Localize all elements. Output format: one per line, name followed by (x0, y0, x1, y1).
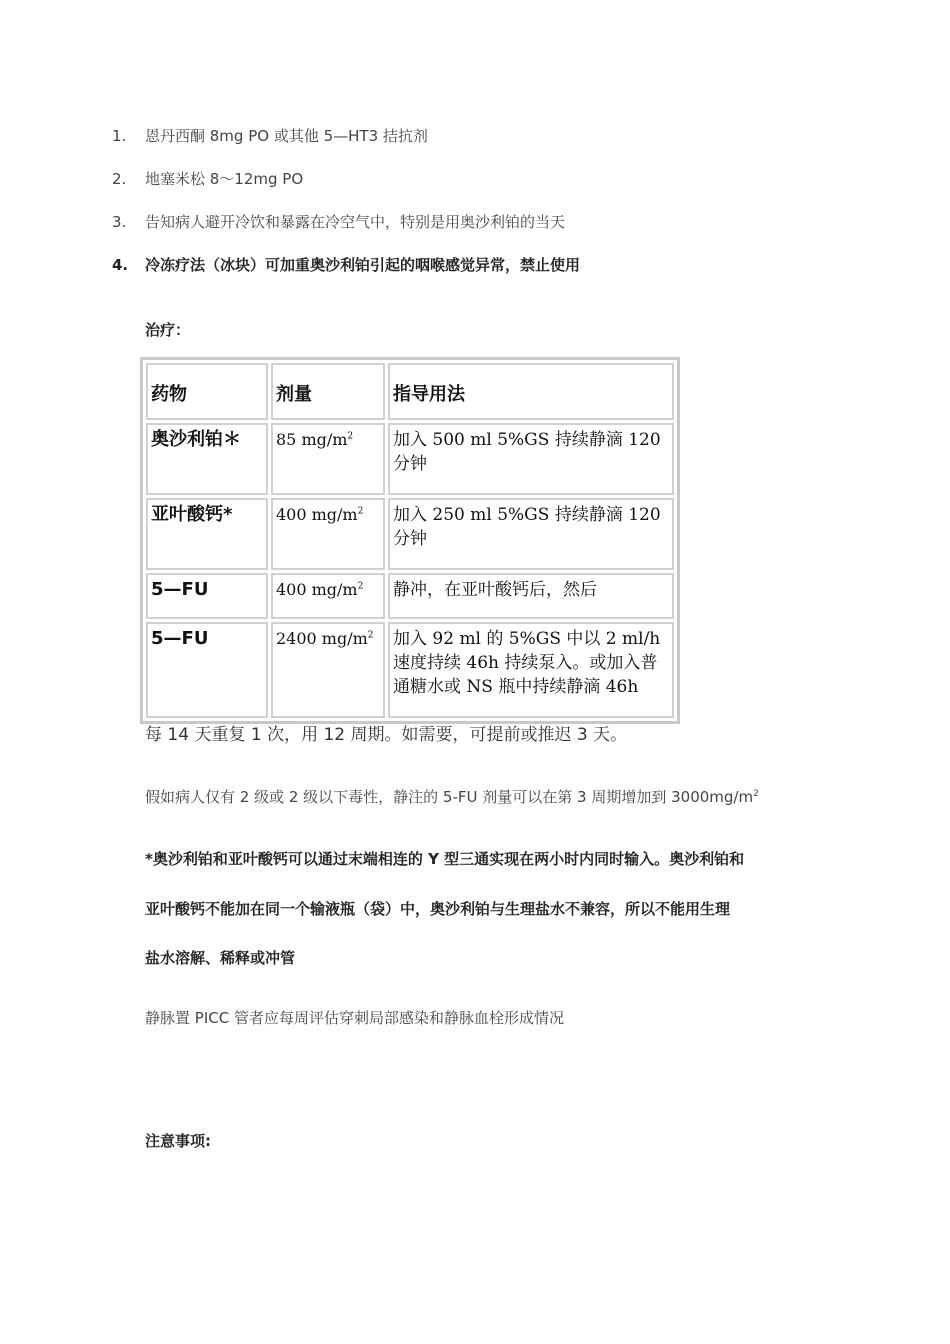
treatment-label: 治疗： (145, 321, 191, 339)
toxicity-note: 假如病人仅有 2 级或 2 级以下毒性，静注的 5-FU 剂量可以在第 3 周期增加到 $3000mg/m^2$ (145, 788, 759, 806)
drug-cell: 亚叶酸钙* (146, 498, 268, 570)
usage-cell: 加入 92 ml 的 5%GS 中以 2 ml/h 速度持续 46h 持续泵入。或加入普通糖水或 NS 瓶中持续静滴 46h (388, 622, 674, 718)
dose-cell: 85 $mg/m^2$ (271, 423, 385, 495)
usage-cell: 加入 250 ml 5%GS 持续静滴 120 分钟 (388, 498, 674, 570)
list-number: 1. (112, 127, 127, 145)
dose-cell: 400 $mg/m^2$ (271, 573, 385, 619)
list-item (112, 168, 580, 211)
table-row (146, 498, 674, 570)
list-item (112, 125, 580, 168)
table-row (146, 573, 674, 619)
table-row (146, 423, 674, 495)
header-cell-usage: 指导用法 (388, 363, 674, 420)
picc-note: 静脉置 PICC 管者应每周评估穿刺局部感染和静脉血栓形成情况 (145, 1009, 564, 1027)
dose-cell: 2400 $mg/m^2$ (271, 622, 385, 718)
treatment-table (140, 357, 680, 724)
repeat-note: 每 14 天重复 1 次，用 12 周期。如需要，可提前或推迟 3 天。 (145, 725, 628, 745)
star-note-line-1: *奥沙利铂和亚叶酸钙可以通过末端相连的 Y 型三通实现在两小时内同时输入。奥沙利铂和 (145, 850, 745, 868)
list-item (112, 254, 580, 297)
table-header-row (146, 363, 674, 420)
list-text: 恩丹西酮 8mg PO 或其他 5—HT3 拮抗剂 (145, 127, 428, 145)
list-number: 3. (112, 213, 127, 231)
list-item (112, 211, 580, 254)
drug-cell: 5—FU (146, 573, 268, 619)
precautions-label: 注意事项: (145, 1132, 211, 1150)
star-note-line-3: 盐水溶解、稀释或冲管 (145, 949, 296, 967)
list-number: 2. (112, 170, 127, 188)
header-cell-drug: 药物 (146, 363, 268, 420)
list-text: 冷冻疗法（冰块）可加重奥沙利铂引起的咽喉感觉异常，禁止使用 (145, 256, 581, 274)
table-row (146, 622, 674, 718)
drug-cell: 5—FU (146, 622, 268, 718)
header-cell-dose: 剂量 (271, 363, 385, 420)
list-number: 4. (112, 256, 129, 274)
dose-cell: 400 $mg/m^2$ (271, 498, 385, 570)
star-note-line-2: 亚叶酸钙不能加在同一个输液瓶（袋）中，奥沙利铂与生理盐水不兼容，所以不能用生理 (145, 900, 731, 918)
usage-cell: 加入 500 ml 5%GS 持续静滴 120 分钟 (388, 423, 674, 495)
list-text: 地塞米松 8～12mg PO (145, 170, 304, 188)
drug-cell: 奥沙利铂＊ (146, 423, 268, 495)
prevention-list (112, 125, 580, 297)
list-text: 告知病人避开冷饮和暴露在冷空气中，特别是用奥沙利铂的当天 (145, 213, 566, 231)
usage-cell: 静冲，在亚叶酸钙后，然后 (388, 573, 674, 619)
